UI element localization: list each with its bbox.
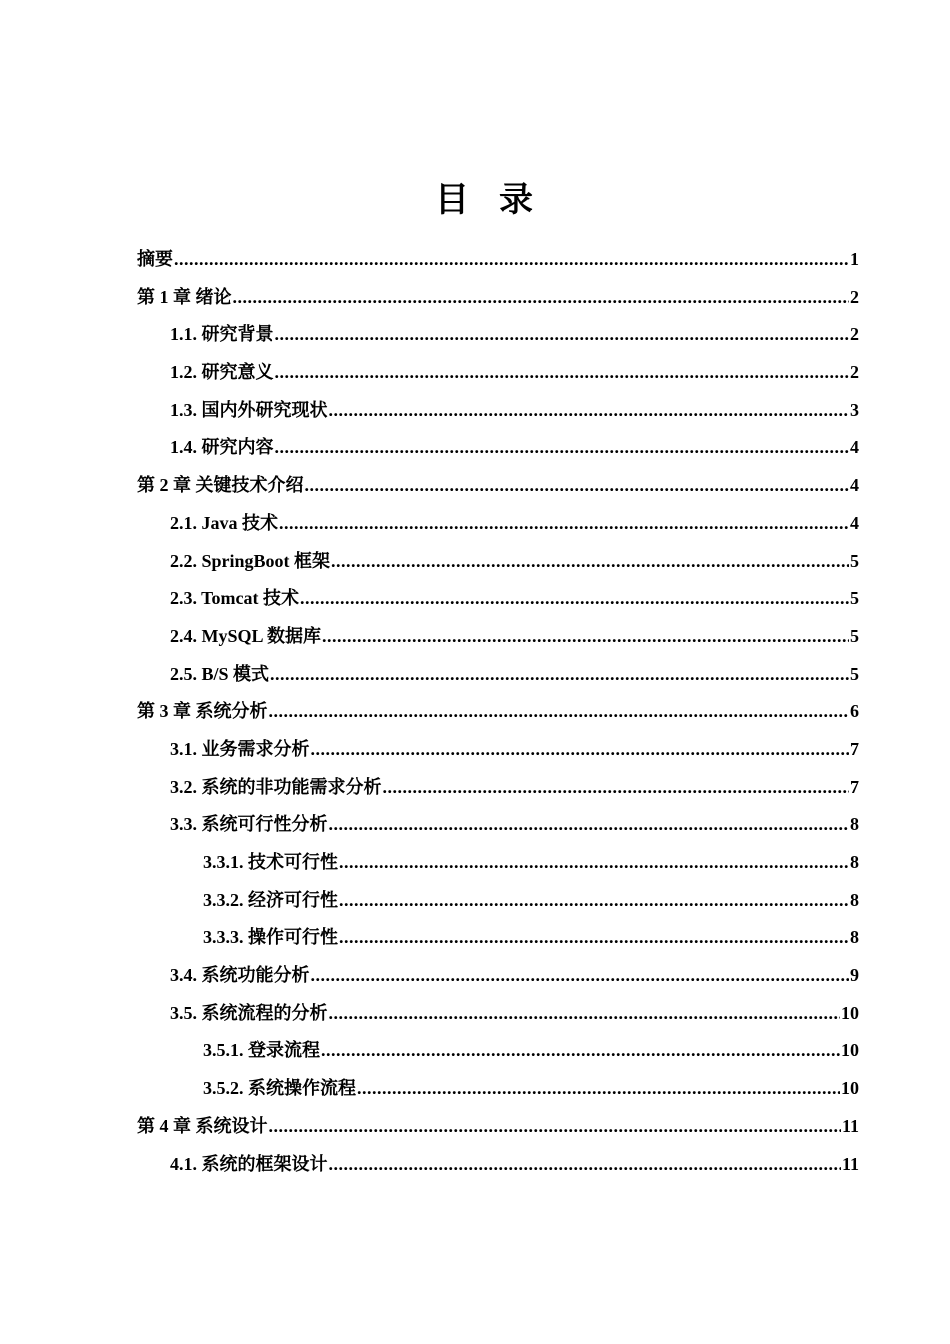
toc-page-number: 4 xyxy=(850,512,859,533)
toc-entry[interactable] xyxy=(0,618,950,656)
toc-dot-leader xyxy=(329,392,850,430)
toc-entry[interactable] xyxy=(0,505,950,543)
toc-page-number: 5 xyxy=(850,625,859,646)
toc-entry[interactable] xyxy=(0,1146,950,1184)
toc-dot-leader xyxy=(321,1032,840,1070)
toc-entry-title: 3.2. 系统的非功能需求分析 xyxy=(170,776,382,797)
toc-dot-leader xyxy=(331,543,849,581)
toc-page-number: 1 xyxy=(850,249,859,269)
toc-entry-title: 1.3. 国内外研究现状 xyxy=(170,399,328,420)
toc-entry-title: 2.3. Tomcat 技术 xyxy=(170,588,300,609)
toc-entry[interactable] xyxy=(0,731,950,769)
toc-page-number: 5 xyxy=(850,550,859,571)
toc-page-number: 8 xyxy=(850,927,859,948)
toc-entry-title: 3.3.3. 操作可行性 xyxy=(203,927,338,948)
toc-page-number: 4 xyxy=(850,437,859,458)
toc-entry-title: 3.3. 系统可行性分析 xyxy=(170,814,328,835)
toc-entry[interactable] xyxy=(0,354,950,392)
toc-dot-leader xyxy=(300,580,849,618)
toc-entry-title: 3.4. 系统功能分析 xyxy=(170,965,310,986)
toc-entry-title: 3.1. 业务需求分析 xyxy=(170,738,310,759)
toc-dot-leader xyxy=(322,618,849,656)
toc-page-number: 8 xyxy=(850,852,859,872)
toc-entry[interactable] xyxy=(0,543,950,581)
toc-entry-title: 第 2 章 关键技术介绍 xyxy=(137,475,304,496)
toc-entry-title: 第 1 章 绪论 xyxy=(137,286,232,307)
toc-page-number: 8 xyxy=(850,814,859,835)
toc-page-number: 11 xyxy=(841,1153,859,1174)
toc-entry[interactable] xyxy=(0,1108,950,1146)
toc-dot-leader xyxy=(174,241,849,279)
toc-page-number: 10 xyxy=(841,1078,859,1099)
toc-dot-leader xyxy=(275,316,850,354)
toc-page-number: 2 xyxy=(850,362,859,383)
toc-dot-leader xyxy=(329,995,841,1033)
toc-page-number: 7 xyxy=(850,738,859,759)
toc-entry[interactable] xyxy=(0,693,950,731)
toc-entry-title: 第 4 章 系统设计 xyxy=(137,1115,268,1136)
toc-dot-leader xyxy=(339,919,849,957)
toc-page-number: 11 xyxy=(841,1115,859,1136)
toc-dot-leader xyxy=(329,1146,841,1184)
toc-page-number: 2 xyxy=(850,324,859,345)
toc-entry[interactable] xyxy=(0,241,950,279)
toc-entry[interactable] xyxy=(0,656,950,694)
toc-entry[interactable] xyxy=(0,806,950,844)
toc-entry[interactable] xyxy=(0,769,950,807)
toc-dot-leader xyxy=(269,693,850,731)
toc-dot-leader xyxy=(339,844,849,882)
toc-dot-leader xyxy=(339,882,849,920)
toc-dot-leader xyxy=(311,731,850,769)
toc-entry[interactable] xyxy=(0,580,950,618)
toc-entry-title: 3.5.1. 登录流程 xyxy=(203,1040,320,1061)
toc-entry-title: 1.4. 研究内容 xyxy=(170,437,274,458)
toc-page-number: 5 xyxy=(850,663,859,684)
toc-entry[interactable] xyxy=(0,844,950,882)
toc-entry[interactable] xyxy=(0,467,950,505)
toc-entry-title: 1.1. 研究背景 xyxy=(170,324,274,345)
toc-page-number: 4 xyxy=(850,475,859,496)
toc-entry-title: 摘要 xyxy=(137,249,173,269)
toc-entry-title: 1.2. 研究意义 xyxy=(170,362,274,383)
toc-entry-title: 3.3.2. 经济可行性 xyxy=(203,889,338,910)
toc-entry-title: 4.1. 系统的框架设计 xyxy=(170,1153,328,1174)
toc-page-number: 8 xyxy=(850,889,859,910)
toc-dot-leader xyxy=(357,1070,840,1108)
toc-entry[interactable] xyxy=(0,429,950,467)
toc-page-number: 5 xyxy=(850,588,859,609)
toc-entry-title: 2.1. Java 技术 xyxy=(170,512,278,533)
toc-page-number: 7 xyxy=(850,776,859,797)
toc-entry[interactable] xyxy=(0,1032,950,1070)
toc-entry-title: 2.4. MySQL 数据库 xyxy=(170,625,322,646)
toc-entry-title: 3.5.2. 系统操作流程 xyxy=(203,1078,356,1099)
toc-entry-title: 3.5. 系统流程的分析 xyxy=(170,1002,328,1023)
toc-dot-leader xyxy=(329,806,850,844)
toc-page-number: 6 xyxy=(850,701,859,722)
toc-entry-title: 第 3 章 系统分析 xyxy=(137,701,268,722)
toc-entry[interactable] xyxy=(0,995,950,1033)
table-of-contents xyxy=(0,241,950,1183)
toc-dot-leader xyxy=(383,769,850,807)
toc-dot-leader xyxy=(275,429,850,467)
toc-dot-leader xyxy=(269,1108,841,1146)
toc-entry[interactable] xyxy=(0,279,950,317)
toc-entry[interactable] xyxy=(0,392,950,430)
toc-page-number: 3 xyxy=(850,399,859,420)
toc-dot-leader xyxy=(233,279,850,317)
toc-entry[interactable] xyxy=(0,1070,950,1108)
toc-entry[interactable] xyxy=(0,882,950,920)
toc-dot-leader xyxy=(311,957,850,995)
toc-dot-leader xyxy=(275,354,850,392)
toc-entry-title: 2.5. B/S 模式 xyxy=(170,663,270,684)
toc-entry-title: 3.3.1. 技术可行性 xyxy=(203,852,338,872)
toc-entry[interactable] xyxy=(0,316,950,354)
toc-entry-title: 2.2. SpringBoot 框架 xyxy=(170,550,331,571)
toc-page-number: 10 xyxy=(841,1002,859,1023)
toc-entry[interactable] xyxy=(0,957,950,995)
toc-dot-leader xyxy=(279,505,849,543)
toc-page-number: 2 xyxy=(850,286,859,307)
toc-dot-leader xyxy=(270,656,849,694)
toc-dot-leader xyxy=(305,467,850,505)
toc-page-number: 10 xyxy=(841,1040,859,1061)
toc-entry[interactable] xyxy=(0,919,950,957)
toc-title: 目录 xyxy=(435,182,563,219)
toc-page-number: 9 xyxy=(850,965,859,986)
